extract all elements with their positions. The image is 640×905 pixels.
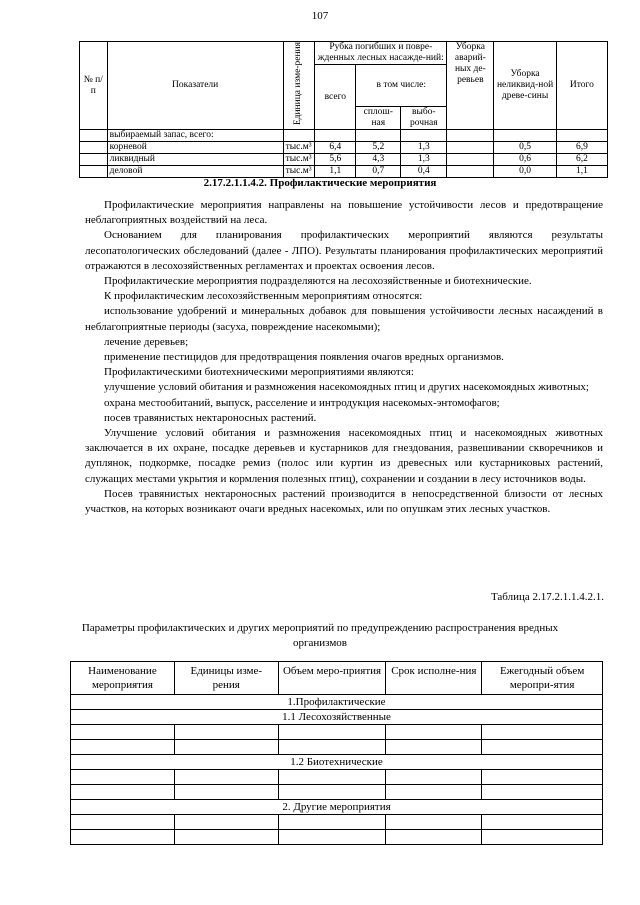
paragraph: использование удобрений и минеральных добавок для повышения устойчивости лесных насаждений в неблагоприятные периоды (засуха, повреждение насекомыми);	[85, 305, 603, 333]
cell-illiquid: 0,5	[494, 142, 556, 154]
section-heading: 2.17.2.1.1.4.2. Профилактические мероприятия	[203, 177, 437, 189]
table-row	[71, 830, 603, 845]
paragraph: улучшение условий обитания и размножения насекомоядных птиц и других насекомоядных животных;	[104, 381, 589, 394]
empty-cell	[174, 785, 278, 800]
header-measure: Наименование мероприятия	[71, 662, 175, 695]
empty-cell	[278, 740, 386, 755]
felling-table	[79, 41, 608, 178]
header-emergency: Уборка аварий-ных де-ревьев	[447, 42, 494, 130]
cell-selective	[401, 130, 447, 142]
paragraph: К профилактическим лесохозяйственным мероприятиям относятся:	[104, 290, 423, 303]
group-row: 1.Профилактические	[71, 695, 603, 710]
subgroup-row: 1.1 Лесохозяйственные	[71, 710, 603, 725]
cell-emergency	[447, 142, 494, 154]
cell-unit: тыс.м³	[283, 166, 315, 178]
header-unit	[283, 42, 315, 130]
empty-cell	[386, 785, 482, 800]
table-row	[71, 785, 603, 800]
table-caption: Таблица 2.17.2.1.1.4.2.1.	[490, 591, 604, 603]
empty-cell	[482, 770, 603, 785]
table-row	[71, 770, 603, 785]
cell-num	[80, 166, 108, 178]
cell-illiquid	[494, 130, 556, 142]
cell-emergency	[447, 154, 494, 166]
header-volume: Объем меро-приятия	[278, 662, 386, 695]
cell-clear	[356, 130, 401, 142]
paragraph: охрана местообитаний, выпуск, расселение и интродукция насекомых-энтомофагов;	[104, 396, 500, 409]
empty-cell	[278, 770, 386, 785]
paragraph: Посев травянистых нектароносных растений производится в непосредственной близости от лесных участков, на которых возникают очаги вредных насекомых, или по опушкам этих лесных участков.	[85, 487, 603, 516]
header-term: Срок исполне-ния	[386, 662, 482, 695]
empty-cell	[174, 815, 278, 830]
cell-num	[80, 130, 108, 142]
body-text	[85, 198, 603, 517]
empty-cell	[71, 815, 175, 830]
empty-cell	[174, 725, 278, 740]
cell-emergency	[447, 130, 494, 142]
empty-cell	[482, 725, 603, 740]
paragraph: Профилактическими биотехническими мероприятиями являются:	[104, 366, 414, 379]
table-row	[71, 815, 603, 830]
empty-cell	[71, 770, 175, 785]
empty-cell	[482, 815, 603, 830]
cell-total: 5,6	[315, 154, 356, 166]
cell-illiquid: 0,6	[494, 154, 556, 166]
table-row	[71, 740, 603, 755]
cell-illiquid: 0,0	[494, 166, 556, 178]
page-number: 107	[311, 10, 329, 22]
cell-total: 1,1	[315, 166, 356, 178]
cell-clear: 4,3	[356, 154, 401, 166]
empty-cell	[174, 770, 278, 785]
header-illiquid: Уборка неликвид-ной древе-сины	[494, 42, 556, 130]
header-incl: в том числе:	[356, 65, 447, 107]
header-clear: сплош-ная	[356, 107, 401, 130]
cell-total: 6,4	[315, 142, 356, 154]
empty-cell	[386, 815, 482, 830]
table-row	[71, 725, 603, 740]
header-units: Единицы изме-рения	[174, 662, 278, 695]
table-row	[80, 142, 608, 154]
paragraph: посев травянистых нектароносных растений.	[104, 411, 317, 424]
cell-total	[315, 130, 356, 142]
paragraph: Профилактические мероприятия подразделяются на лесохозяйственные и биотехнические.	[104, 275, 532, 288]
table-row	[80, 166, 608, 178]
cell-unit	[283, 130, 315, 142]
empty-cell	[71, 785, 175, 800]
header-total: всего	[315, 65, 356, 130]
header-sum: Итого	[556, 42, 607, 130]
cell-selective: 1,3	[401, 154, 447, 166]
cell-sum: 6,9	[556, 142, 607, 154]
cell-num	[80, 154, 108, 166]
cell-clear: 5,2	[356, 142, 401, 154]
header-indicators: Показатели	[107, 42, 283, 130]
group-row: 2. Другие мероприятия	[71, 800, 603, 815]
table-row	[80, 154, 608, 166]
empty-cell	[71, 740, 175, 755]
header-num: № п/п	[80, 42, 108, 130]
empty-cell	[386, 740, 482, 755]
cell-label: деловой	[107, 166, 283, 178]
cell-sum: 6,2	[556, 154, 607, 166]
cell-sum	[556, 130, 607, 142]
empty-cell	[482, 830, 603, 845]
header-unit-text: Единица изме-рения	[293, 42, 304, 126]
paragraph: лечение деревьев;	[104, 335, 189, 348]
subgroup-row: 1.2 Биотехнические	[71, 755, 603, 770]
cell-label: выбираемый запас, всего:	[107, 130, 283, 142]
empty-cell	[278, 785, 386, 800]
empty-cell	[386, 725, 482, 740]
empty-cell	[71, 725, 175, 740]
cell-unit: тыс.м³	[283, 142, 315, 154]
cell-label: корневой	[107, 142, 283, 154]
cell-unit: тыс.м³	[283, 154, 315, 166]
empty-cell	[386, 830, 482, 845]
cell-emergency	[447, 166, 494, 178]
header-annual: Ежегодный объем меропри-ятия	[482, 662, 603, 695]
cell-selective: 0,4	[401, 166, 447, 178]
empty-cell	[71, 830, 175, 845]
paragraph: применение пестицидов для предотвращения появления очагов вредных организмов.	[104, 351, 504, 364]
paragraph: Основанием для планирования профилактических мероприятий являются результаты лесопатологических обследований (далее - ЛПО). Результаты планирования профилактических мероприятий отражаются в лесохозяйственных регламентах и проектах освоения лесов.	[85, 229, 603, 272]
empty-cell	[386, 770, 482, 785]
empty-cell	[174, 740, 278, 755]
cell-selective: 1,3	[401, 142, 447, 154]
header-selective: выбо-рочная	[401, 107, 447, 130]
cell-clear: 0,7	[356, 166, 401, 178]
empty-cell	[278, 830, 386, 845]
cell-num	[80, 142, 108, 154]
paragraph: Улучшение условий обитания и размножения насекомоядных птиц и насекомоядных животных заключается в их охране, посадке деревьев и кустарников для гнездования, развешивании скворечников и дуплянок, подкормке, посадке ремиз (полос или куртин из древесных или кустарниковых растений, служащих местами укрытия и кормления полезных птиц), сохранении и создании в лесу источников воды.	[85, 427, 603, 485]
empty-cell	[482, 785, 603, 800]
cell-label: ликвидный	[107, 154, 283, 166]
paragraph: Профилактические мероприятия направлены на повышение устойчивости лесов и предотвращение неблагоприятных воздействий на леса.	[85, 199, 603, 227]
table-title: Параметры профилактических и других мероприятий по предупреждению распространения вредных организмов	[81, 622, 559, 649]
empty-cell	[482, 740, 603, 755]
header-felling: Рубка погибших и повре-жденных лесных насажде-ний:	[315, 42, 447, 65]
table-row	[80, 130, 608, 142]
empty-cell	[278, 725, 386, 740]
cell-sum: 1,1	[556, 166, 607, 178]
empty-cell	[174, 830, 278, 845]
empty-cell	[278, 815, 386, 830]
measures-table	[70, 661, 603, 845]
